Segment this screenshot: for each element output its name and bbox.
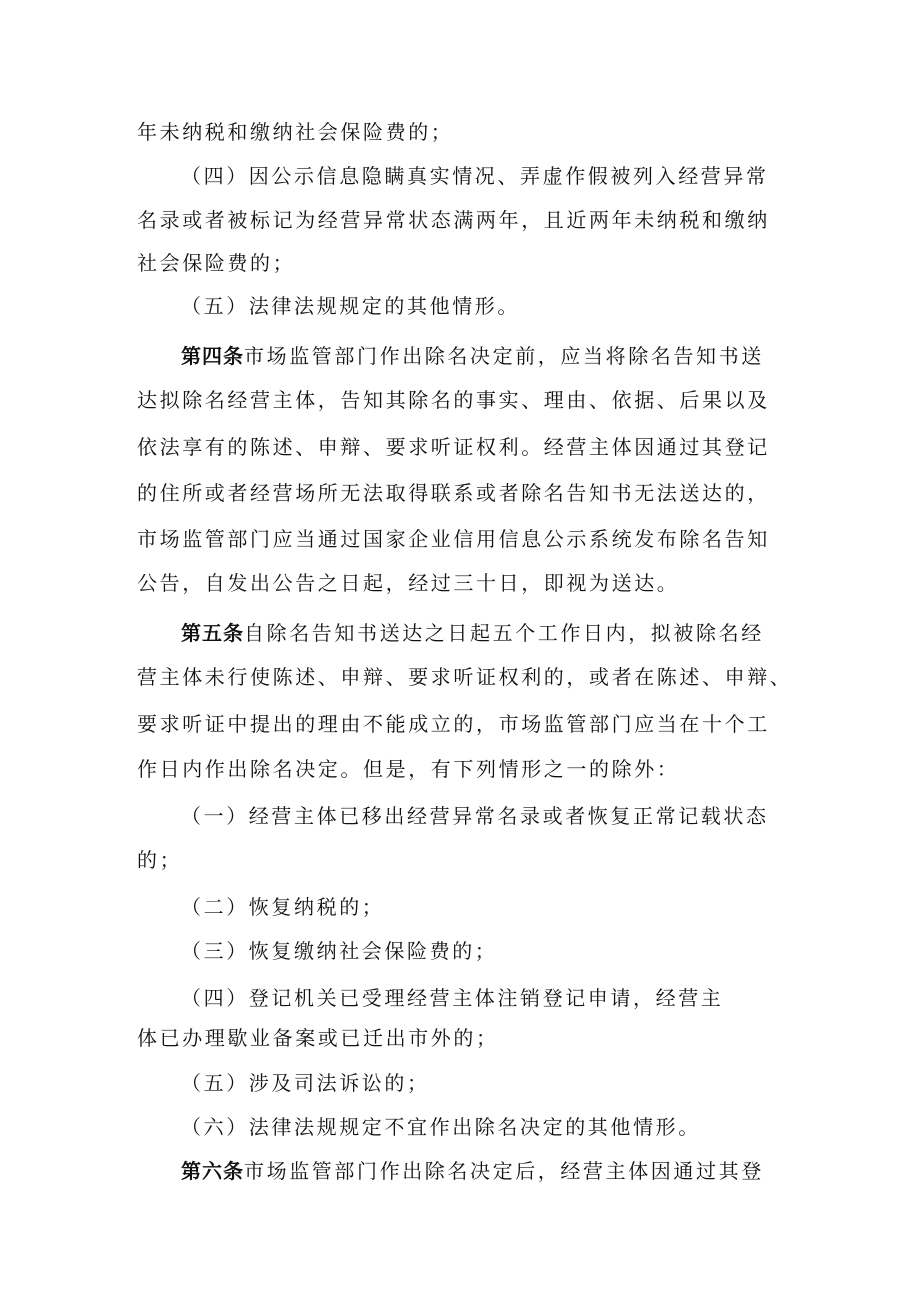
- paragraph-line: 的住所或者经营场所无法取得联系或者除名告知书无法送达的，: [137, 481, 770, 505]
- paragraph-line: （二）恢复纳税的；: [181, 895, 385, 919]
- paragraph-line: 达拟除名经营主体，告知其除名的事实、理由、依据、后果以及: [137, 388, 770, 412]
- paragraph-line: （五）法律法规规定的其他情形。: [181, 294, 520, 318]
- article-4-line: 第四条市场监管部门作出除名决定前，应当将除名告知书送: [181, 344, 764, 368]
- article-label: 第四条: [181, 344, 244, 368]
- paragraph-line: 年未纳税和缴纳社会保险费的；: [137, 120, 454, 144]
- paragraph-line: （六）法律法规规定不宜作出除名决定的其他情形。: [181, 1115, 701, 1139]
- paragraph-line: （四）因公示信息隐瞒真实情况、弄虚作假被列入经营异常: [181, 164, 769, 188]
- paragraph-line: 作日内作出除名决定。但是，有下列情形之一的除外：: [137, 757, 680, 781]
- article-6-line: 第六条市场监管部门作出除名决定后，经营主体因通过其登: [181, 1159, 764, 1183]
- paragraph-line: （五）涉及司法诉讼的；: [181, 1071, 430, 1095]
- article-5-line: 第五条自除名告知书送达之日起五个工作日内，拟被除名经: [181, 621, 764, 645]
- paragraph-line: 的；: [137, 848, 183, 872]
- paragraph-line: （一）经营主体已移出经营异常名录或者恢复正常记载状态: [181, 804, 769, 828]
- paragraph-line: 市场监管部门应当通过国家企业信用信息公示系统发布除名告知: [137, 527, 770, 551]
- paragraph-line: 体已办理歇业备案或已迁出市外的；: [137, 1026, 499, 1050]
- article-label: 第五条: [181, 621, 244, 645]
- paragraph-line: 社会保险费的；: [137, 251, 296, 275]
- article-label: 第六条: [181, 1159, 244, 1183]
- paragraph-line: （三）恢复缴纳社会保险费的；: [181, 939, 498, 963]
- paragraph-line: 名录或者被标记为经营异常状态满两年，且近两年未纳税和缴纳: [137, 208, 770, 232]
- paragraph-line: （四）登记机关已受理经营主体注销登记申请，经营主: [181, 986, 724, 1010]
- paragraph-line: 要求听证中提出的理由不能成立的，市场监管部门应当在十个工: [137, 712, 770, 736]
- paragraph-line: 依法享有的陈述、申辩、要求听证权利。经营主体因通过其登记: [137, 435, 770, 459]
- paragraph-line: 公告，自发出公告之日起，经过三十日，即视为送达。: [137, 571, 680, 595]
- paragraph-line: 营主体未行使陈述、申辩、要求听证权利的，或者在陈述、申辩、: [137, 665, 793, 689]
